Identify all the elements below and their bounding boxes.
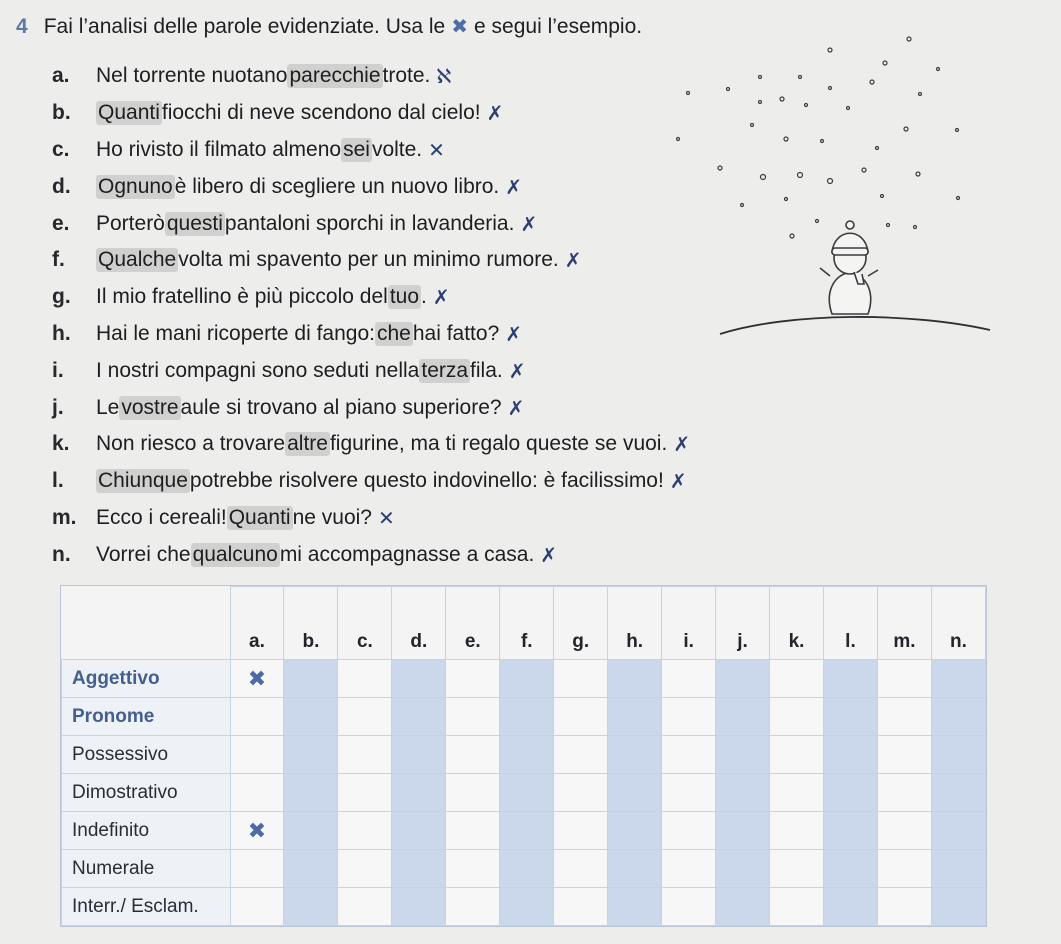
highlighted-word: questi <box>166 211 223 235</box>
ground-line <box>720 317 990 334</box>
sentence-letter: a. <box>52 64 70 88</box>
highlighted-word: sei <box>343 137 370 161</box>
answer-cell[interactable] <box>931 888 985 926</box>
answer-cell[interactable] <box>554 850 608 888</box>
answer-cell[interactable] <box>500 698 554 736</box>
analysis-table <box>60 585 987 927</box>
handwritten-cross-mark: ✕ <box>378 505 395 530</box>
answer-cell[interactable] <box>446 888 500 926</box>
sentence-text-after: hai fatto? <box>412 321 500 345</box>
sentence-text-after: mi accompagnasse a casa. <box>279 542 535 566</box>
answer-cell[interactable] <box>338 812 392 850</box>
sentence-text-after: trote. <box>382 64 431 88</box>
answer-cell[interactable] <box>392 660 446 698</box>
sentence-item <box>52 242 690 279</box>
answer-cell[interactable] <box>230 660 284 698</box>
answer-cell[interactable] <box>931 698 985 736</box>
sentence-letter: k. <box>52 432 70 456</box>
cross-mark-icon: ✖ <box>451 16 469 38</box>
table-row <box>62 736 986 774</box>
answer-cell[interactable] <box>931 736 985 774</box>
snowman-figure <box>820 221 878 314</box>
answer-cell[interactable] <box>284 774 338 812</box>
sentence-item <box>52 463 690 500</box>
handwritten-cross-mark: ✗ <box>508 358 526 383</box>
sentence-text-after: potrebbe risolvere questo indovinello: è facilissimo! <box>189 469 664 493</box>
sentence-text-after: volta mi spavento per un minimo rumore. <box>178 248 559 272</box>
column-header: n. <box>931 587 985 660</box>
sentence-text-before: Ho rivisto il filmato almeno <box>96 137 342 161</box>
answer-cell[interactable] <box>770 774 824 812</box>
sentence-letter: l. <box>52 469 64 493</box>
sentence-letter: j. <box>52 395 64 419</box>
sentence-text-after: volte. <box>371 137 423 161</box>
table-row <box>62 888 986 926</box>
highlighted-word: terza <box>421 358 469 382</box>
table-row <box>62 812 986 850</box>
answer-cell[interactable] <box>230 888 284 926</box>
sentence-letter: g. <box>52 285 71 309</box>
answer-cell[interactable] <box>554 660 608 698</box>
answer-cell[interactable] <box>662 698 716 736</box>
highlighted-word: Qualche <box>98 248 177 272</box>
answer-cell[interactable] <box>716 774 770 812</box>
answer-cell[interactable] <box>716 660 770 698</box>
row-label: Numerale <box>62 850 231 888</box>
answer-cell[interactable] <box>662 812 716 850</box>
column-header: c. <box>338 587 392 660</box>
answer-cell[interactable] <box>284 888 338 926</box>
column-header: d. <box>392 587 446 660</box>
sentence-item <box>52 500 690 537</box>
handwritten-cross-mark: ✗ <box>505 174 523 199</box>
answer-cell[interactable] <box>338 850 392 888</box>
column-header: g. <box>554 587 608 660</box>
sentence-text-after: fiocchi di neve scendono dal cielo! <box>161 101 481 125</box>
answer-cell[interactable] <box>338 774 392 812</box>
sentence-item <box>52 352 690 389</box>
answer-cell[interactable] <box>230 698 284 736</box>
handwritten-cross-mark: ✗ <box>505 321 523 346</box>
instruction-text-start: Fai l’analisi delle parole evidenziate. Usa le <box>43 14 446 38</box>
handwritten-cross-mark: ✗ <box>507 395 525 420</box>
answer-cell[interactable] <box>392 736 446 774</box>
answer-cell[interactable] <box>446 774 500 812</box>
sentence-text-before: Hai le mani ricoperte di fango: <box>96 321 375 345</box>
highlighted-word: Chiunque <box>98 469 188 493</box>
sentence-text-before: Ecco i cereali! <box>96 505 227 529</box>
answer-cell[interactable] <box>608 850 662 888</box>
sentence-item <box>52 536 690 573</box>
answer-cell[interactable] <box>500 660 554 698</box>
sentence-text-before: Nel torrente nuotano <box>96 64 288 88</box>
table-row <box>62 698 986 736</box>
answer-cell[interactable] <box>392 888 446 926</box>
answer-cell[interactable] <box>446 736 500 774</box>
handwritten-cross-mark: ✗ <box>540 542 558 567</box>
answer-cell[interactable] <box>770 888 824 926</box>
sentence-item <box>52 168 690 205</box>
answer-cell[interactable] <box>392 774 446 812</box>
highlighted-word: qualcuno <box>192 542 278 566</box>
column-header: e. <box>446 587 500 660</box>
answer-cell[interactable] <box>554 812 608 850</box>
answer-cell[interactable] <box>446 850 500 888</box>
row-label: Aggettivo <box>62 660 231 698</box>
answer-cell[interactable] <box>554 888 608 926</box>
sentence-item <box>52 389 690 426</box>
sentence-letter: h. <box>52 321 71 345</box>
highlighted-word: che <box>376 321 411 345</box>
answer-cell[interactable] <box>716 812 770 850</box>
answer-cell[interactable] <box>608 774 662 812</box>
answer-cell[interactable] <box>823 812 877 850</box>
answer-cell[interactable] <box>662 660 716 698</box>
sentence-text-before: Non riesco a trovare <box>96 432 286 456</box>
answer-cell[interactable] <box>608 736 662 774</box>
sentence-text-after: figurine, ma ti regalo queste se vuoi. <box>329 432 668 456</box>
answer-cell[interactable] <box>284 812 338 850</box>
column-header: f. <box>500 587 554 660</box>
table-row <box>62 850 986 888</box>
answer-cell[interactable] <box>931 850 985 888</box>
highlighted-word: Quanti <box>228 505 291 529</box>
answer-cell[interactable] <box>716 736 770 774</box>
answer-cell[interactable] <box>500 850 554 888</box>
answer-cell[interactable] <box>230 812 284 850</box>
answer-cell[interactable] <box>770 660 824 698</box>
answer-cell[interactable] <box>823 736 877 774</box>
answer-cell[interactable] <box>500 888 554 926</box>
answer-cell[interactable] <box>284 660 338 698</box>
highlighted-word: parecchie <box>289 64 381 88</box>
answer-cell[interactable] <box>500 736 554 774</box>
answer-cell[interactable] <box>338 660 392 698</box>
answer-cell[interactable] <box>877 660 931 698</box>
sentence-letter: e. <box>52 211 70 235</box>
column-header: l. <box>823 587 877 660</box>
highlighted-word: vostre <box>121 395 179 419</box>
sentence-letter: f. <box>52 248 65 272</box>
answer-cell[interactable] <box>877 888 931 926</box>
sentence-letter: n. <box>52 542 71 566</box>
answer-cell[interactable] <box>284 698 338 736</box>
table-row <box>62 660 986 698</box>
answer-cell[interactable] <box>554 698 608 736</box>
sentence-item <box>52 426 690 463</box>
sentence-letter: b. <box>52 101 71 125</box>
column-header: m. <box>877 587 931 660</box>
sentence-text-before: Vorrei che <box>96 542 191 566</box>
answer-cell[interactable] <box>823 888 877 926</box>
answer-cell[interactable] <box>608 812 662 850</box>
sentence-letter: d. <box>52 174 71 198</box>
row-label: Possessivo <box>62 736 231 774</box>
highlighted-word: Ognuno <box>98 174 173 198</box>
answer-cell[interactable] <box>284 736 338 774</box>
column-header: h. <box>608 587 662 660</box>
row-label: Interr./ Esclam. <box>62 888 231 926</box>
answer-cell[interactable] <box>770 812 824 850</box>
answer-cell[interactable] <box>392 812 446 850</box>
sentence-item <box>52 316 690 353</box>
answer-cell[interactable] <box>500 774 554 812</box>
answer-cell[interactable] <box>716 850 770 888</box>
sentence-text-after: pantaloni sporchi in lavanderia. <box>224 211 515 235</box>
table-row <box>62 774 986 812</box>
sentence-letter: m. <box>52 505 77 529</box>
handwritten-cross-mark: ✕ <box>428 137 445 162</box>
answer-cell[interactable] <box>392 698 446 736</box>
answer-cell[interactable] <box>823 698 877 736</box>
sentence-text-after: . <box>421 285 427 309</box>
answer-cell[interactable] <box>716 888 770 926</box>
answer-cell[interactable] <box>823 774 877 812</box>
sentence-text-before: I nostri compagni sono seduti nella <box>96 358 420 382</box>
answer-cell[interactable] <box>446 660 500 698</box>
answer-cell[interactable] <box>823 850 877 888</box>
cross-mark-icon: ✖ <box>247 665 267 691</box>
sentence-text-before: Il mio fratellino è più piccolo del <box>96 285 388 309</box>
sentence-text-before: Le <box>96 395 120 419</box>
answer-cell[interactable] <box>284 850 338 888</box>
row-label: Dimostrativo <box>62 774 231 812</box>
sentence-item <box>52 205 690 242</box>
column-header: i. <box>662 587 716 660</box>
answer-cell[interactable] <box>662 774 716 812</box>
answer-cell[interactable] <box>662 850 716 888</box>
highlighted-word: altre <box>287 432 328 456</box>
answer-cell[interactable] <box>931 660 985 698</box>
answer-cell[interactable] <box>877 850 931 888</box>
column-header: b. <box>284 587 338 660</box>
sentence-item <box>52 132 690 169</box>
sentence-letter: c. <box>52 137 70 161</box>
sentence-list <box>52 58 690 573</box>
sentence-text-before: Porterò <box>96 211 165 235</box>
table-corner <box>62 587 231 660</box>
answer-cell[interactable] <box>338 888 392 926</box>
highlighted-word: Quanti <box>98 101 160 125</box>
answer-cell[interactable] <box>662 736 716 774</box>
cross-mark-icon: ✖ <box>247 817 267 843</box>
column-header: k. <box>770 587 824 660</box>
answer-cell[interactable] <box>877 736 931 774</box>
sentence-text-after: aule si trovano al piano superiore? <box>180 395 502 419</box>
sentence-item <box>52 279 690 316</box>
answer-cell[interactable] <box>446 698 500 736</box>
sentence-item <box>52 95 690 132</box>
row-label: Pronome <box>62 698 231 736</box>
answer-cell[interactable] <box>608 888 662 926</box>
answer-cell[interactable] <box>877 774 931 812</box>
answer-cell[interactable] <box>338 698 392 736</box>
answer-cell[interactable] <box>230 736 284 774</box>
answer-cell[interactable] <box>716 698 770 736</box>
answer-cell[interactable] <box>770 698 824 736</box>
answer-cell[interactable] <box>608 698 662 736</box>
handwritten-cross-mark: ✗ <box>673 432 691 457</box>
handwritten-cross-mark: ✗ <box>520 211 538 236</box>
answer-cell[interactable] <box>877 812 931 850</box>
answer-cell[interactable] <box>662 888 716 926</box>
exercise-title <box>16 14 642 39</box>
answer-cell[interactable] <box>931 812 985 850</box>
highlighted-word: tuo <box>389 285 420 309</box>
column-header: j. <box>716 587 770 660</box>
handwritten-cross-mark: ✗ <box>564 248 582 273</box>
exercise-number: 4 <box>16 14 28 38</box>
snowman-icon <box>660 22 1000 352</box>
handwritten-cross-mark: ✗ <box>486 101 504 126</box>
handwritten-cross-mark: ✗ <box>669 469 687 494</box>
snowflakes <box>677 37 960 238</box>
sentence-item <box>52 58 690 95</box>
column-header: a. <box>230 587 284 660</box>
answer-cell[interactable] <box>931 774 985 812</box>
answer-cell[interactable] <box>230 850 284 888</box>
answer-cell[interactable] <box>554 736 608 774</box>
answer-cell[interactable] <box>608 660 662 698</box>
handwritten-cross-mark: ℵ <box>436 64 452 89</box>
answer-cell[interactable] <box>338 736 392 774</box>
answer-cell[interactable] <box>392 850 446 888</box>
instruction-text-end: e segui l’esempio. <box>474 14 643 38</box>
row-label: Indefinito <box>62 812 231 850</box>
answer-cell[interactable] <box>230 774 284 812</box>
sentence-text-after: ne vuoi? <box>292 505 372 529</box>
sentence-text-after: è libero di scegliere un nuovo libro. <box>174 174 500 198</box>
answer-cell[interactable] <box>823 660 877 698</box>
answer-cell[interactable] <box>770 850 824 888</box>
sentence-text-after: fila. <box>470 358 503 382</box>
sentence-letter: i. <box>52 358 64 382</box>
answer-cell[interactable] <box>877 698 931 736</box>
answer-cell[interactable] <box>770 736 824 774</box>
answer-cell[interactable] <box>554 774 608 812</box>
answer-cell[interactable] <box>446 812 500 850</box>
handwritten-cross-mark: ✗ <box>432 285 450 310</box>
answer-cell[interactable] <box>500 812 554 850</box>
